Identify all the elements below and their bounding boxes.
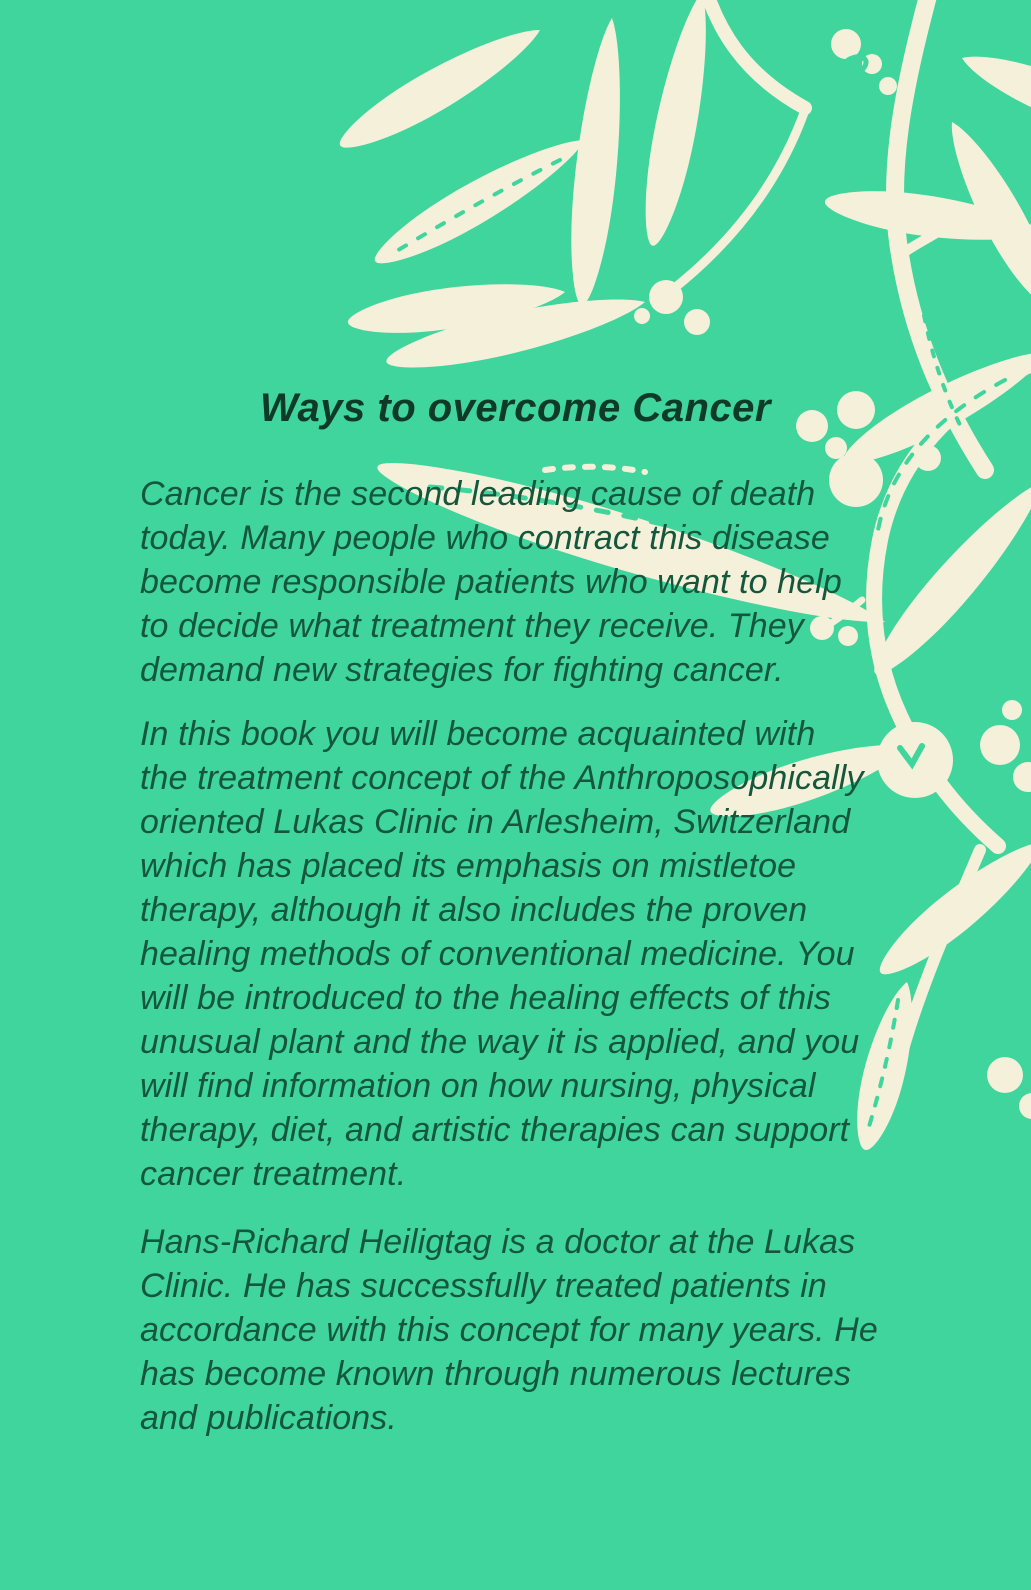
text-line: will find information on how nursing, physical [140, 1067, 816, 1105]
text-line: and publications. [140, 1399, 397, 1437]
text-line: Hans-Richard Heiligtag is a doctor at the Lukas [140, 1223, 856, 1261]
text-line: to decide what treatment they receive. They [140, 607, 804, 645]
text-line: today. Many people who contract this disease [140, 519, 830, 557]
paragraph-author-bio [140, 1220, 960, 1440]
text-line: therapy, although it also includes the proven [140, 891, 808, 929]
text-line: therapy, diet, and artistic therapies can support [140, 1111, 850, 1149]
text-line: demand new strategies for fighting cancer. [140, 651, 784, 689]
text-line: healing methods of conventional medicine. You [140, 935, 855, 973]
text-line: the treatment concept of the Anthroposophically [140, 759, 864, 797]
text-line: unusual plant and the way it is applied, and you [140, 1023, 860, 1061]
text-line: Clinic. He has successfully treated patients in [140, 1267, 827, 1305]
text-line: oriented Lukas Clinic in Arlesheim, Switzerland [140, 803, 851, 841]
text-line: will be introduced to the healing effects of this [140, 979, 831, 1017]
text-line: has become known through numerous lectures [140, 1355, 852, 1393]
text-line: cancer treatment. [140, 1155, 407, 1193]
text-line: accordance with this concept for many years. He [140, 1311, 878, 1349]
text-line: which has placed its emphasis on mistletoe [140, 847, 797, 885]
text-line: become responsible patients who want to help [140, 563, 842, 601]
paragraph-book-description [140, 712, 960, 1196]
text-line: Cancer is the second leading cause of death [140, 475, 816, 513]
text-line: In this book you will become acquainted with [140, 715, 816, 753]
page-title: Ways to overcome Cancer [260, 386, 771, 430]
paragraph-intro [140, 472, 960, 692]
